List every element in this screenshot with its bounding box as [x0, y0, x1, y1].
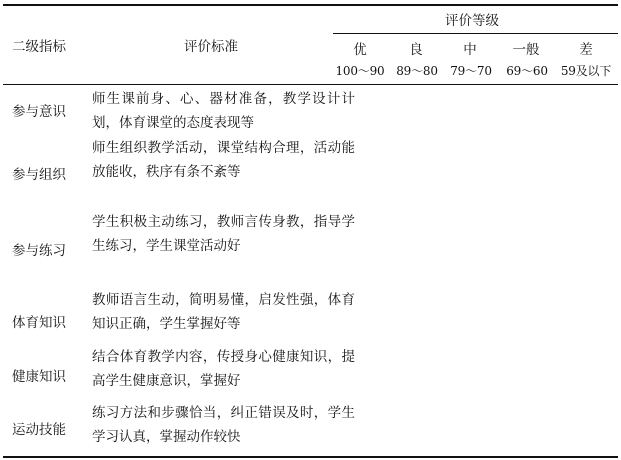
indicator-cell: 参与组织	[12, 167, 66, 183]
level-poor: 差	[579, 42, 593, 58]
criteria-cell: 学生积极主动练习，教师言传身教，指导学生练习，学生课堂活动好	[92, 214, 355, 254]
range-good: 89～80	[396, 64, 438, 78]
criteria-cell: 师生组织教学活动，课堂结构合理，活动能放能收，秩序有条不紊等	[92, 140, 355, 180]
level-fair: 一般	[512, 42, 540, 58]
top-rule	[3, 4, 618, 6]
indicator-cell: 健康知识	[12, 369, 66, 385]
bottom-rule	[3, 456, 618, 458]
indicator-cell: 体育知识	[12, 315, 66, 331]
range-medium: 79～70	[450, 64, 492, 78]
range-excellent: 100～90	[335, 64, 385, 78]
criteria-cell: 练习方法和步骤恰当，纠正错误及时，学生学习认真，掌握动作较快	[92, 405, 355, 445]
indicator-cell: 运动技能	[12, 422, 66, 438]
indicator-cell: 参与练习	[12, 243, 66, 259]
criteria-cell: 教师语言生动，简明易懂，启发性强，体育知识正确，学生掌握好等	[92, 292, 355, 332]
criteria-column-header: 评价标准	[184, 39, 238, 55]
indicator-cell: 参与意识	[12, 104, 66, 120]
header-bottom-rule	[3, 84, 618, 85]
level-medium: 中	[463, 42, 477, 58]
criteria-cell: 结合体育教学内容，传授身心健康知识，提高学生健康意识，掌握好	[92, 349, 355, 389]
criteria-cell: 师生课前身、心、器材准备，教学设计计划，体育课堂的态度表现等	[92, 91, 355, 131]
grade-group-rule	[333, 33, 618, 34]
indicator-column-header: 二级指标	[12, 39, 66, 55]
level-excellent: 优	[353, 42, 367, 58]
level-good: 良	[409, 42, 423, 58]
range-poor: 59及以下	[560, 64, 612, 78]
range-fair: 69～60	[506, 64, 548, 78]
grade-group-header: 评价等级	[445, 13, 499, 29]
